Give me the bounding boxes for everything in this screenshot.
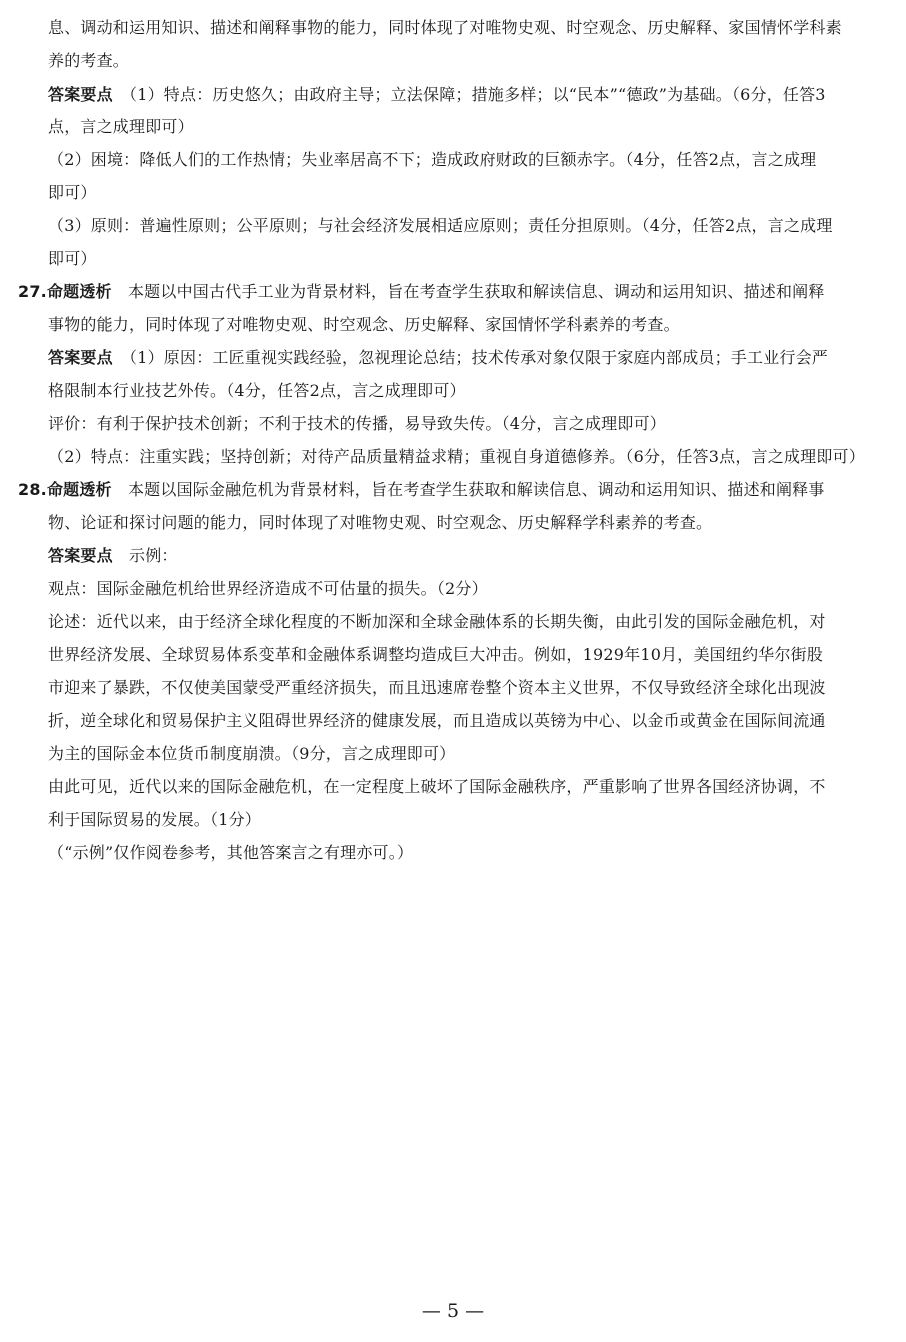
text-line: 利于国际贸易的发展。（1分） bbox=[48, 810, 261, 829]
text-line: 世界经济发展、全球贸易体系变革和金融体系调整均造成巨大冲击。例如，1929年10月，美国纽约华尔街股 bbox=[48, 645, 824, 664]
analysis-label: 命题透析 bbox=[46, 480, 112, 499]
answer-points-label: 答案要点 bbox=[48, 546, 113, 565]
text-line: 事物的能力，同时体现了对唯物史观、时空观念、历史解释、家国情怀学科素养的考查。 bbox=[48, 315, 680, 334]
text-line: 格限制本行业技艺外传。（4分，任答2点，言之成理即可） bbox=[48, 381, 466, 400]
text-line: 评价：有利于保护技术创新；不利于技术的传播，易导致失传。（4分，言之成理即可） bbox=[48, 414, 666, 433]
answer-points-line: 答案要点 （1）原因：工匠重视实践经验，忽视理论总结；技术传承对象仅限于家庭内部成员；手工业行会严 bbox=[48, 348, 828, 367]
text-line: 息、调动和运用知识、描述和阐释事物的能力，同时体现了对唯物史观、时空观念、历史解释、家国情怀学科素 bbox=[48, 18, 842, 37]
text-line: （“示例”仅作阅卷参考，其他答案言之有理亦可。） bbox=[48, 843, 414, 862]
text-line: （3）原则：普遍性原则；公平原则；与社会经济发展相适应原则；责任分担原则。（4分，任答2点，言之成理 bbox=[48, 216, 833, 235]
text-line: （2）困境：降低人们的工作热情；失业率居高不下；造成政府财政的巨额赤字。（4分，任答2点，言之成理 bbox=[48, 150, 817, 169]
text-line: 折，逆全球化和贸易保护主义阻碍世界经济的健康发展，而且造成以英镑为中心、以金币或黄金在国际间流通 bbox=[48, 711, 826, 730]
question-number: 28. bbox=[18, 480, 47, 499]
text-line: 养的考查。 bbox=[48, 51, 130, 70]
question-28-analysis: 28.命题透析 本题以国际金融危机为背景材料，旨在考查学生获取和解读信息、调动和运用知识、描述和阐释事 bbox=[18, 480, 825, 499]
text-line: 即可） bbox=[48, 249, 97, 268]
text-line: 即可） bbox=[48, 183, 97, 202]
text-line: 观点：国际金融危机给世界经济造成不可估量的损失。（2分） bbox=[48, 579, 488, 598]
question-number: 27. bbox=[18, 282, 47, 301]
question-27-analysis: 27.命题透析 本题以中国古代手工业为背景材料，旨在考查学生获取和解读信息、调动和运用知识、描述和阐释 bbox=[18, 282, 825, 301]
text-line: 物、论证和探讨问题的能力，同时体现了对唯物史观、时空观念、历史解释学科素养的考查。 bbox=[48, 513, 713, 532]
text-line: （2）特点：注重实践；坚持创新；对待产品质量精益求精；重视自身道德修养。（6分，任答3点，言之成理即可） bbox=[48, 447, 865, 466]
answer-points-label: 答案要点 bbox=[48, 348, 113, 367]
answer-points-label: 答案要点 bbox=[48, 85, 113, 104]
text-line: 由此可见，近代以来的国际金融危机，在一定程度上破坏了国际金融秩序，严重影响了世界各国经济协调，不 bbox=[48, 777, 826, 796]
answer-points-line: 答案要点 （1）特点：历史悠久；由政府主导；立法保障；措施多样；以“民本”“德政”为基础。（6分，任答3 bbox=[48, 85, 826, 104]
text-line: 点，言之成理即可） bbox=[48, 117, 194, 136]
page-number: — 5 — bbox=[421, 1300, 485, 1322]
text-line: 论述：近代以来，由于经济全球化程度的不断加深和全球金融体系的长期失衡，由此引发的国际金融危机，对 bbox=[48, 612, 826, 631]
text-line: 为主的国际金本位货币制度崩溃。（9分，言之成理即可） bbox=[48, 744, 456, 763]
text-line: 市迎来了暴跌，不仅使美国蒙受严重经济损失，而且迅速席卷整个资本主义世界，不仅导致经济全球化出现波 bbox=[48, 678, 826, 697]
answer-points-line: 答案要点 示例： bbox=[48, 546, 178, 565]
analysis-label: 命题透析 bbox=[46, 282, 112, 301]
